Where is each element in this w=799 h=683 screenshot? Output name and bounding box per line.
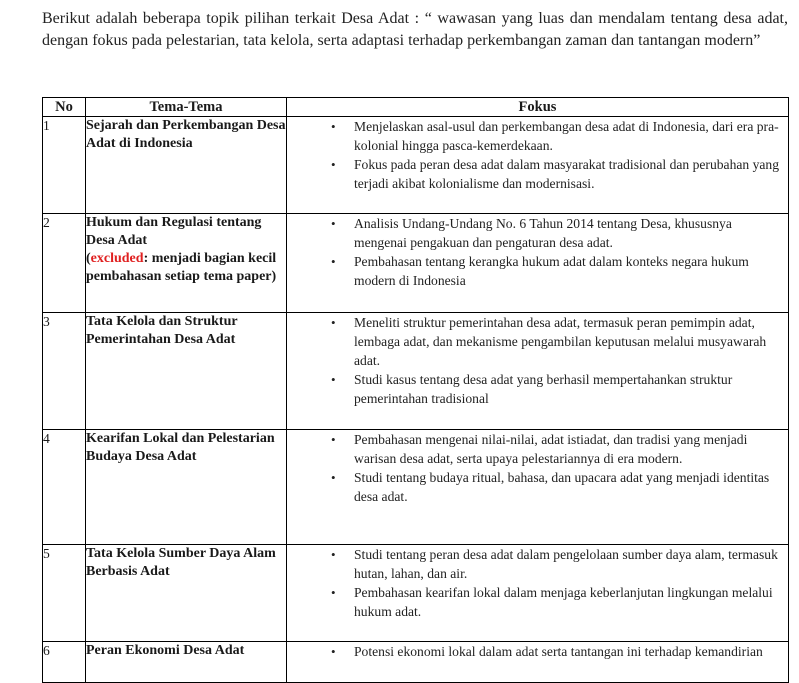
table-header-row <box>43 98 789 117</box>
bullet-icon: • <box>331 372 336 387</box>
table-row <box>43 545 789 642</box>
fokus-item: • Pembahasan tentang kerangka hukum adat dalam konteks negara hukum modern di Indonesia <box>331 254 749 288</box>
fokus-item: • Menjelaskan asal-usul dan perkembangan desa adat di Indonesia, dari era pra-kolonial hingga pasca-kemerdekaan. <box>331 119 779 153</box>
bullet-icon: • <box>331 254 336 269</box>
header-no: No <box>43 98 86 117</box>
fokus-item: • Studi tentang peran desa adat dalam pengelolaan sumber daya alam, termasuk hutan, lahan, dan air. <box>331 547 778 581</box>
bullet-icon: • <box>331 585 336 600</box>
fokus-list <box>287 214 788 290</box>
row-fokus <box>287 214 789 313</box>
row-number: 6 <box>43 642 86 683</box>
tema-note: : menjadi bagian kecil pembahasan setiap tema paper) <box>86 251 277 284</box>
row-number: 2 <box>43 214 86 313</box>
fokus-item: • Analisis Undang-Undang No. 6 Tahun 2014 tentang Desa, khususnya mengenai pengakuan dan pengaturan desa adat. <box>331 216 732 250</box>
bullet-icon: • <box>331 547 336 562</box>
row-tema: Tata Kelola dan Struktur Pemerintahan Desa Adat <box>86 313 287 430</box>
bullet-icon: • <box>331 644 336 659</box>
row-number: 1 <box>43 117 86 214</box>
row-fokus <box>287 642 789 683</box>
fokus-item: • Meneliti struktur pemerintahan desa adat, termasuk peran pemimpin adat, lembaga adat, dan mekanisme pengambilan keputusan melalui musyawarah adat. <box>331 315 767 368</box>
row-number: 3 <box>43 313 86 430</box>
topics-table <box>42 97 789 683</box>
tema-title: Hukum dan Regulasi tentang Desa Adat <box>86 215 262 248</box>
intro-paragraph: Berikut adalah beberapa topik pilihan terkait Desa Adat : “ wawasan yang luas dan mendalam tentang desa adat, dengan fokus pada pelestarian, tata kelola, serta adaptasi terhadap perkembangan zaman dan tantangan modern” <box>42 10 788 49</box>
bullet-icon: • <box>331 315 336 330</box>
table-row <box>43 642 789 683</box>
bullet-icon: • <box>331 470 336 485</box>
fokus-list <box>287 117 788 193</box>
fokus-list <box>287 313 788 408</box>
row-number: 5 <box>43 545 86 642</box>
row-fokus <box>287 313 789 430</box>
row-tema: Peran Ekonomi Desa Adat <box>86 642 287 683</box>
row-tema: Tata Kelola Sumber Daya Alam Berbasis Adat <box>86 545 287 642</box>
fokus-item: • Studi tentang budaya ritual, bahasa, dan upacara adat yang menjadi identitas desa adat. <box>331 470 770 504</box>
table-row <box>43 313 789 430</box>
header-tema: Tema-Tema <box>86 98 287 117</box>
row-fokus <box>287 117 789 214</box>
bullet-icon: • <box>331 119 336 134</box>
fokus-item: • Pembahasan kearifan lokal dalam menjaga keberlanjutan lingkungan melalui hukum adat. <box>331 585 773 619</box>
row-number: 4 <box>43 430 86 545</box>
header-fokus: Fokus <box>287 98 789 117</box>
table-row <box>43 117 789 214</box>
bullet-icon: • <box>331 432 336 447</box>
fokus-list <box>287 430 788 506</box>
row-fokus <box>287 430 789 545</box>
table-row <box>43 214 789 313</box>
fokus-item: • Potensi ekonomi lokal dalam adat serta tantangan ini terhadap kemandirian <box>331 644 763 659</box>
bullet-icon: • <box>331 216 336 231</box>
row-fokus <box>287 545 789 642</box>
bullet-icon: • <box>331 157 336 172</box>
fokus-item: • Fokus pada peran desa adat dalam masyarakat tradisional dan perubahan yang terjadi akibat kolonialisme dan modernisasi. <box>331 157 780 191</box>
row-tema: Kearifan Lokal dan Pelestarian Budaya Desa Adat <box>86 430 287 545</box>
fokus-item: • Studi kasus tentang desa adat yang berhasil mempertahankan struktur pemerintahan tradisional <box>331 372 733 406</box>
excluded-flag: excluded <box>90 251 144 266</box>
fokus-list <box>287 642 788 661</box>
fokus-item: • Pembahasan mengenai nilai-nilai, adat istiadat, dan tradisi yang menjadi warisan desa adat, serta upaya pelestariannya di era modern. <box>331 432 748 466</box>
table-row <box>43 430 789 545</box>
fokus-list <box>287 545 788 621</box>
row-tema: Hukum dan Regulasi tentang Desa Adat (excluded: menjadi bagian kecil pembahasan setiap tema paper) <box>86 214 287 313</box>
row-tema: Sejarah dan Perkembangan Desa Adat di Indonesia <box>86 117 287 214</box>
